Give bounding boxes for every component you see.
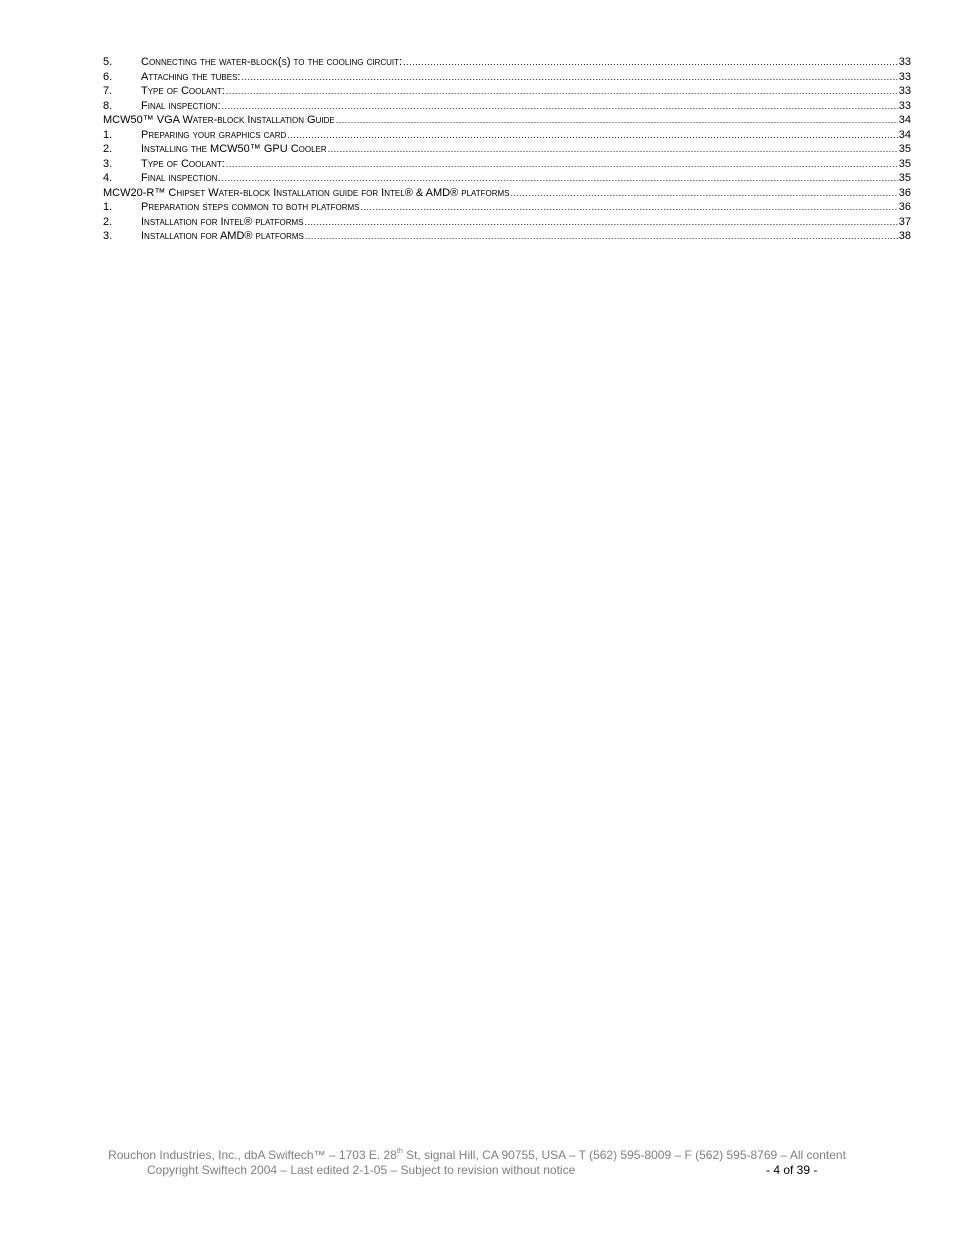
toc-dot-leader (336, 113, 898, 128)
toc-dot-leader (222, 171, 898, 186)
toc-section-title: MCW20-R™ Chipset Water-block Installation guide for Intel® & AMD® platforms (103, 186, 510, 199)
footer-address-part1: Rouchon Industries, Inc., dbA Swiftech™ – 1703 E. 28 (108, 1148, 397, 1162)
toc-entry-title: Preparing your graphics card (141, 128, 287, 141)
toc-entry-final-inspection[interactable] (103, 99, 911, 114)
toc-entry-title: Preparation steps common to both platforms (141, 201, 360, 213)
toc-section-mcw20-guide[interactable] (103, 186, 911, 201)
toc-entry-title: Installing the MCW50™ GPU Cooler (141, 143, 327, 155)
toc-entry-page: 35 (898, 172, 911, 184)
toc-entry-page: 35 (898, 157, 911, 170)
toc-entry-title: Connecting the water-block(s) to the cooling circuit: (141, 56, 403, 68)
toc-entry-page: 33 (898, 56, 911, 68)
toc-dot-leader (403, 55, 898, 70)
toc-entry-title: Installation for AMD® platforms (141, 230, 304, 242)
toc-entry-preparation-steps[interactable] (103, 200, 911, 215)
footer-copyright: Copyright Swiftech 2004 – Last edited 2-1-05 – Subject to revision without notice (147, 1163, 576, 1177)
toc-dot-leader (305, 215, 898, 230)
toc-entry-number: 3. (103, 157, 113, 170)
toc-entry-title: Type of Coolant: (141, 85, 225, 97)
footer-address-part2: St, signal Hill, CA 90755, USA – T (562) 595-8009 – F (562) 595-8769 – All content (402, 1148, 846, 1162)
footer-address-superscript: th (396, 1148, 403, 1155)
toc-section-mcw50-guide[interactable] (103, 113, 911, 128)
toc-entry-preparing-graphics-card[interactable] (103, 128, 911, 143)
toc-entry-page: 36 (898, 186, 911, 199)
toc-entry-title: Type of Coolant: (141, 157, 225, 170)
toc-entry-page: 34 (898, 114, 911, 126)
toc-entry-page: 36 (898, 201, 911, 213)
toc-entry-number: 2. (103, 143, 113, 155)
toc-section-title: MCW50™ VGA Water-block Installation Guide (103, 114, 335, 126)
toc-entry-page: 33 (898, 99, 911, 112)
toc-entry-page: 33 (898, 85, 911, 97)
toc-entry-number: 3. (103, 230, 113, 242)
footer-copyright-line (0, 1163, 954, 1178)
toc-entry-type-of-coolant-2[interactable] (103, 157, 911, 172)
toc-entry-title: Attaching the tubes: (141, 70, 241, 83)
toc-entry-number: 7. (103, 85, 113, 97)
table-of-contents (103, 55, 911, 244)
toc-entry-page: 37 (898, 215, 911, 228)
toc-entry-type-of-coolant[interactable] (103, 84, 911, 99)
toc-entry-page: 38 (898, 230, 911, 242)
toc-dot-leader (361, 200, 898, 215)
toc-entry-page: 34 (898, 128, 911, 141)
toc-dot-leader (226, 157, 898, 172)
toc-entry-number: 5. (103, 56, 113, 68)
toc-entry-attaching-tubes[interactable] (103, 70, 911, 85)
toc-entry-number: 2. (103, 215, 113, 228)
toc-entry-number: 6. (103, 70, 113, 83)
toc-dot-leader (241, 70, 897, 85)
toc-dot-leader (305, 229, 898, 244)
footer-company-info (0, 1148, 954, 1163)
toc-entry-installation-intel[interactable] (103, 215, 911, 230)
page-number: - 4 of 39 - (766, 1163, 818, 1177)
toc-entry-connecting-water-blocks[interactable] (103, 55, 911, 70)
toc-entry-page: 33 (898, 70, 911, 83)
toc-entry-number: 1. (103, 201, 113, 213)
toc-entry-number: 1. (103, 128, 113, 141)
toc-entry-installing-mcw50[interactable] (103, 142, 911, 157)
toc-dot-leader (287, 128, 897, 143)
page-footer (0, 1148, 954, 1178)
toc-entry-title: Final inspection: (141, 99, 221, 112)
toc-dot-leader (226, 84, 898, 99)
toc-entry-installation-amd[interactable] (103, 229, 911, 244)
toc-entry-number: 4. (103, 172, 113, 184)
toc-entry-number: 8. (103, 99, 113, 112)
toc-dot-leader (222, 99, 898, 114)
toc-entry-final-inspection-2[interactable] (103, 171, 911, 186)
toc-dot-leader (328, 142, 898, 157)
toc-entry-page: 35 (898, 143, 911, 155)
toc-entry-title: Installation for Intel® platforms (141, 215, 304, 228)
toc-dot-leader (511, 186, 898, 201)
toc-entry-title: Final inspection. (141, 172, 221, 184)
